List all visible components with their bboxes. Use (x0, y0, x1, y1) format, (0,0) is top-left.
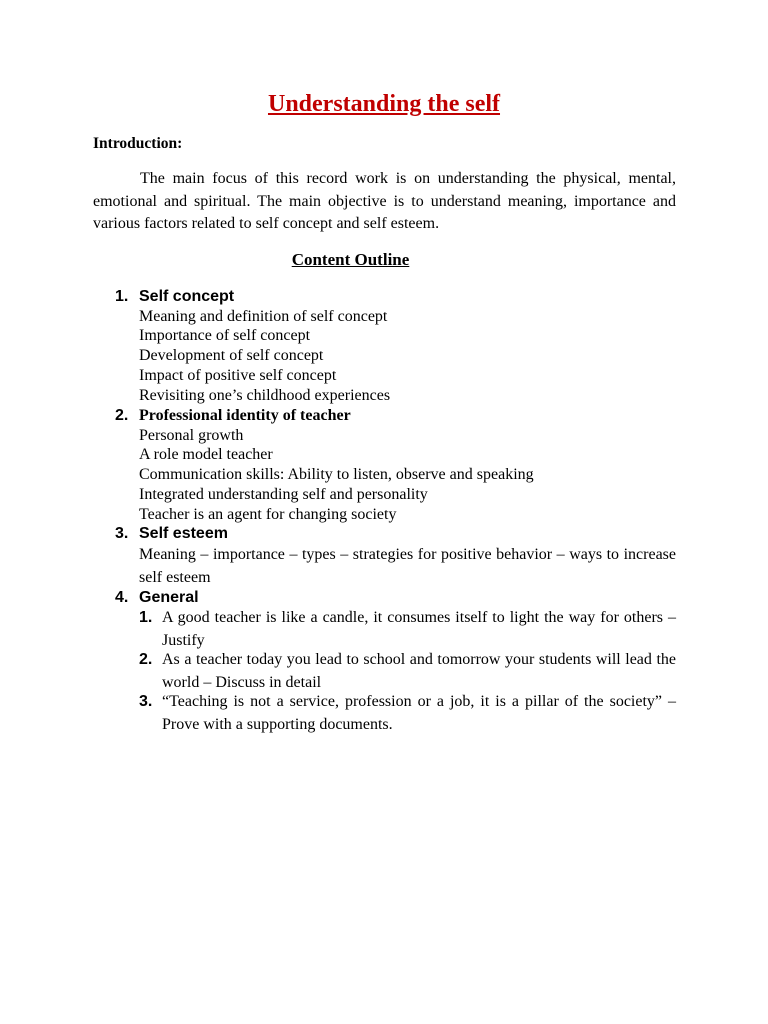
list-item: Teacher is an agent for changing society (139, 505, 397, 523)
section-number: 2. (115, 407, 129, 424)
list-item: A role model teacher (139, 446, 273, 464)
section-title: Self concept (139, 288, 235, 305)
section-title: Self esteem (139, 525, 228, 542)
question-text: “Teaching is not a service, profession or a job, it is a pillar of the society” – Prove with a supporting documents. (162, 693, 676, 733)
introduction-heading: Introduction: (93, 135, 183, 152)
section-paragraph: Meaning – importance – types – strategies for positive behavior – ways to increase self esteem (139, 546, 676, 586)
section-number: 3. (115, 525, 129, 542)
list-item: Revisiting one’s childhood experiences (139, 386, 391, 404)
document-title: Understanding the self (267, 91, 501, 117)
question-text: A good teacher is like a candle, it consumes itself to light the way for others – Justify (162, 609, 676, 649)
section-number: 1. (115, 288, 129, 305)
section-item-list (139, 426, 534, 525)
list-item: Personal growth (139, 426, 244, 444)
question-number: 3. (139, 693, 153, 710)
list-item: Integrated understanding self and personality (139, 485, 428, 503)
section-item-list (139, 307, 390, 406)
question-number: 2. (139, 651, 153, 668)
list-item: Meaning and definition of self concept (139, 307, 388, 325)
section-number: 4. (115, 589, 129, 606)
introduction-paragraph: The main focus of this record work is on understanding the physical, mental, emotional and spiritual. The main objective is to understand meaning, importance and various factors related to self concept and self esteem. (93, 170, 676, 232)
content-outline-heading: Content Outline (291, 250, 410, 269)
question-text: As a teacher today you lead to school and tomorrow your students will lead the world – Discuss in detail (162, 651, 676, 691)
list-item: Development of self concept (139, 347, 324, 365)
section-title: General (139, 589, 199, 606)
section-title: Professional identity of teacher (139, 407, 351, 424)
list-item: Impact of positive self concept (139, 366, 337, 384)
list-item: Importance of self concept (139, 327, 311, 345)
question-number: 1. (139, 609, 153, 626)
list-item: Communication skills: Ability to listen, observe and speaking (139, 466, 534, 484)
